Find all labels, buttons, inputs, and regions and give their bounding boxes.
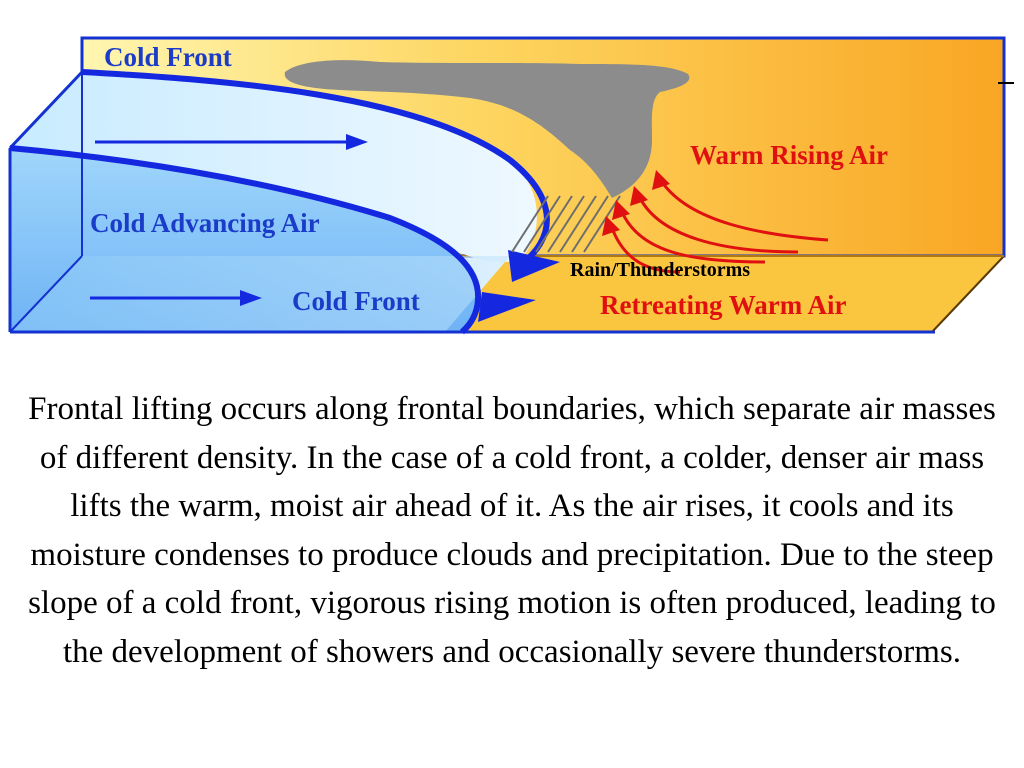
caption-paragraph: Frontal lifting occurs along frontal boundaries, which separate air masses of different density. In the case of a cold front, a colder, denser air mass lifts the warm, moist air ahead of it. As the air rises, it cools and its moisture condenses to produce clouds and precipitation. Due to the steep slope of a cold front, vigorous rising motion is often produced, leading to the development of showers and occasionally severe thunderstorms. [28,391,996,670]
rain-thunderstorms-label: Rain/Thunderstorms [570,259,751,281]
title-cold-front-label: Cold Front [104,42,232,72]
cold-air-floor [10,256,510,332]
cold-front-bottom-label: Cold Front [292,286,420,316]
cold-advancing-air-label: Cold Advancing Air [90,208,320,238]
cold-front-diagram [0,30,1024,340]
retreating-warm-air-label: Retreating Warm Air [600,290,847,320]
warm-rising-air-label: Warm Rising Air [690,140,889,170]
